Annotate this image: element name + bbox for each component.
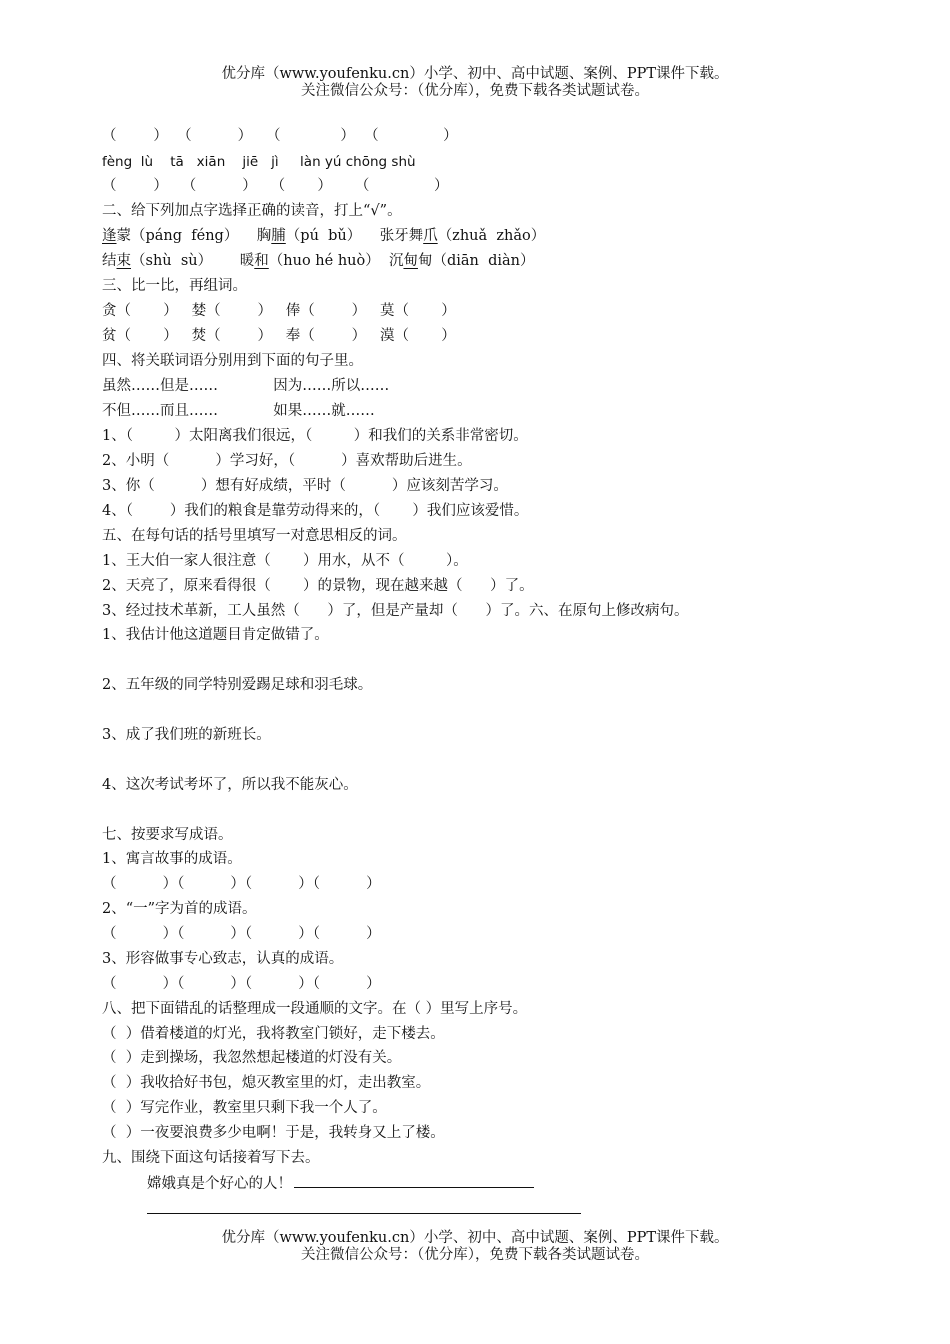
pinyin-row: fèng lù tā xiān jiē jì làn yú chōng shù <box>102 154 416 170</box>
reading-options: （huo hé huò） <box>268 253 380 269</box>
word-prefix: 胸 <box>256 228 272 244</box>
reading-options: （zhuǎ zhǎo） <box>437 228 546 244</box>
list-item: （ ）一夜要浪费多少电啊！于是，我转身又上了楼。 <box>102 1125 445 1141</box>
section-7-question-2: 2、“一”字为首的成语。 <box>102 901 257 917</box>
pinyin-blank-row-1: （ ） （ ） （ ） （ ） <box>102 128 458 144</box>
header-line-1: 优分库（www.youfenku.cn）小学、初中、高中试题、案例、PPT课件下载。 <box>221 66 729 82</box>
section-7-question-1: 1、寓言故事的成语。 <box>102 851 242 867</box>
section-9-title: 九、围绕下面这句话接着写下去。 <box>102 1150 320 1166</box>
header-line-2: 关注微信公众号：（优分库），免费下载各类试题试卷。 <box>301 83 649 99</box>
idiom-blanks-1: （ ）（ ）（ ）（ ） <box>102 876 381 892</box>
list-item: （ ）写完作业，教室里只剩下我一个人了。 <box>102 1100 387 1116</box>
pinyin-blank-row-2: （ ） （ ） （ ） （ ） <box>102 178 449 194</box>
dotted-char: 逢 <box>102 228 117 244</box>
section-4-sentence-4: 4、（ ）我们的粮食是靠劳动得来的，（ ）我们应该爱惜。 <box>102 503 529 519</box>
section-8-title: 八、把下面错乱的话整理成一段通顺的文字。在（ ）里写上序号。 <box>102 1001 528 1017</box>
idiom-blanks-2: （ ）（ ）（ ）（ ） <box>102 926 381 942</box>
section-4-sentence-2: 2、小明（ ）学习好，（ ）喜欢帮助后进生。 <box>102 453 472 469</box>
section-4-title: 四、将关联词语分别用到下面的句子里。 <box>102 353 363 369</box>
word-prefix: 结 <box>102 253 117 269</box>
section-6-sentence-3: 3、成了我们班的新班长。 <box>102 727 271 743</box>
section-7-question-3: 3、形容做事专心致志，认真的成语。 <box>102 951 344 967</box>
list-item: （ ）走到操场，我忽然想起楼道的灯没有关。 <box>102 1050 402 1066</box>
list-item: （ ）借着楼道的灯光，我将教室门锁好，走下楼去。 <box>102 1026 445 1042</box>
writing-blank[interactable] <box>294 1173 534 1188</box>
reading-options: 甸（diān diàn） <box>417 253 535 269</box>
dotted-char: 束 <box>116 253 131 269</box>
writing-line[interactable] <box>147 1213 581 1214</box>
section-2-row-2 <box>102 251 534 271</box>
reading-options: （pú bǔ） <box>285 228 362 244</box>
dotted-char: 和 <box>254 253 269 269</box>
section-5-sentence-3: 3、经过技术革新，工人虽然（ ）了，但是产量却（ ）了。六、在原句上修改病句。 <box>102 603 689 619</box>
conjunction-pair-2: 不但……而且…… 如果……就…… <box>102 403 375 419</box>
dotted-char: 脯 <box>271 228 286 244</box>
section-4-sentence-1: 1、（ ）太阳离我们很远，（ ）和我们的关系非常密切。 <box>102 428 528 444</box>
word-prefix: 暖 <box>239 253 255 269</box>
reading-options: 蒙（páng féng） <box>116 228 239 244</box>
footer-line-2: 关注微信公众号：（优分库），免费下载各类试题试卷。 <box>301 1247 649 1263</box>
section-2-title: 二、给下列加点字选择正确的读音，打上“√”。 <box>102 203 402 219</box>
conjunction-pair-1: 虽然……但是…… 因为……所以…… <box>102 378 390 394</box>
section-4-sentence-3: 3、你（ ）想有好成绩，平时（ ）应该刻苦学习。 <box>102 478 508 494</box>
section-2-row-1 <box>102 226 545 246</box>
section-3-row-2: 贫（ ） 焚（ ） 奉（ ） 漠（ ） <box>102 328 456 344</box>
prompt-text: 嫦娥真是个好心的人！ <box>147 1176 292 1192</box>
dotted-char: 甸 <box>403 253 418 269</box>
writing-prompt <box>147 1173 534 1194</box>
section-6-sentence-4: 4、这次考试考坏了，所以我不能灰心。 <box>102 777 358 793</box>
dotted-char: 爪 <box>423 228 438 244</box>
section-6-sentence-1: 1、我估计他这道题目肯定做错了。 <box>102 627 329 643</box>
section-5-sentence-1: 1、王大伯一家人很注意（ ）用水，从不（ ）。 <box>102 553 468 569</box>
section-5-title: 五、在每句话的括号里填写一对意思相反的词。 <box>102 528 407 544</box>
section-3-title: 三、比一比，再组词。 <box>102 278 247 294</box>
section-7-title: 七、按要求写成语。 <box>102 827 233 843</box>
reading-options: （shù sù） <box>131 253 213 269</box>
word-prefix: 张牙舞 <box>379 228 424 244</box>
word-prefix: 沉 <box>388 253 404 269</box>
section-5-sentence-2: 2、天亮了，原来看得很（ ）的景物，现在越来越（ ）了。 <box>102 578 534 594</box>
section-3-row-1: 贪（ ） 婪（ ） 俸（ ） 莫（ ） <box>102 303 456 319</box>
page-footer <box>0 1230 950 1264</box>
idiom-blanks-3: （ ）（ ）（ ）（ ） <box>102 976 381 992</box>
footer-line-1: 优分库（www.youfenku.cn）小学、初中、高中试题、案例、PPT课件下载。 <box>221 1230 729 1246</box>
page-header <box>0 66 950 100</box>
list-item: （ ）我收拾好书包，熄灭教室里的灯，走出教室。 <box>102 1075 431 1091</box>
section-6-sentence-2: 2、五年级的同学特别爱踢足球和羽毛球。 <box>102 677 373 693</box>
